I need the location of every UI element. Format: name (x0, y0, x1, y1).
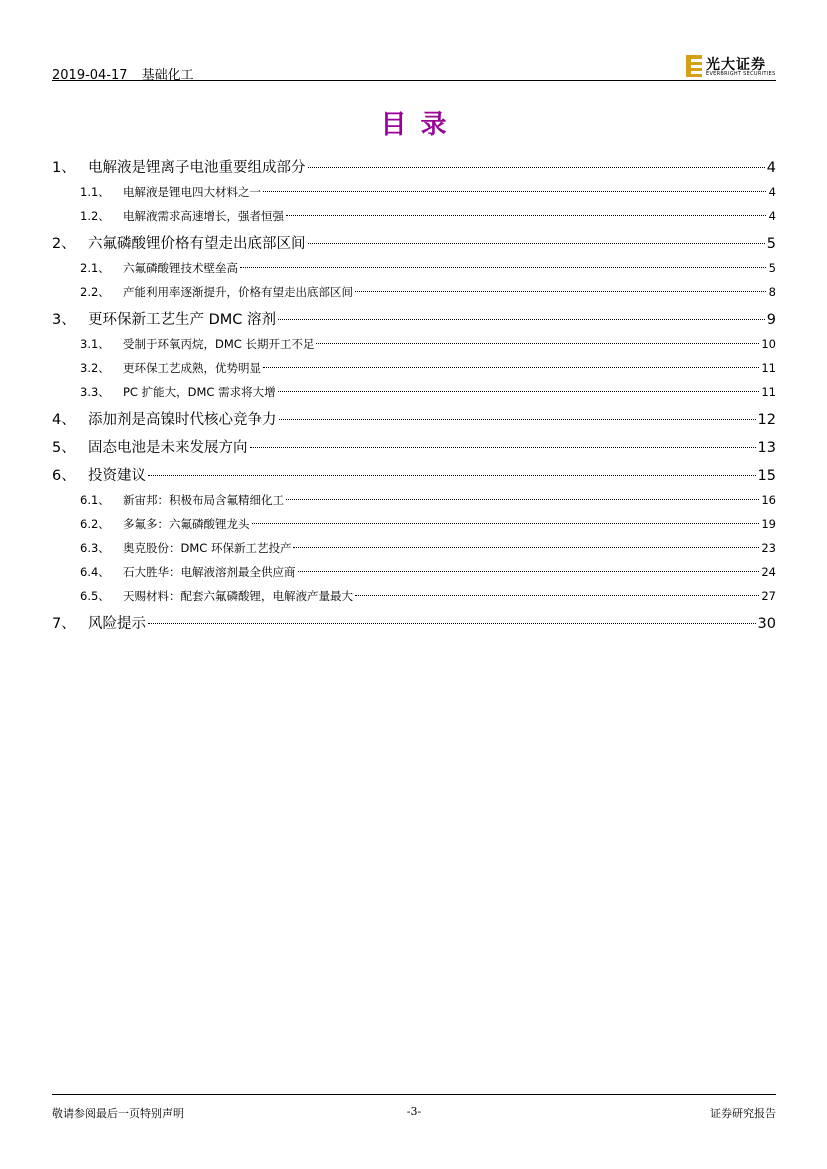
toc-entry-title: 天赐材料：配套六氟磷酸锂，电解液产量最大 (123, 589, 353, 603)
toc-entry-title: 六氟磷酸锂技术壁垒高 (123, 261, 238, 275)
toc-entry-title: 电解液需求高速增长，强者恒强 (123, 209, 284, 223)
toc-entry-number: 7、 (52, 616, 76, 632)
toc-dot-leader (278, 391, 760, 392)
toc-entry-page: 11 (761, 361, 776, 375)
page-header (52, 52, 776, 81)
toc-dot-leader (148, 475, 756, 476)
toc-dot-leader (250, 447, 756, 448)
everbright-logo (686, 53, 776, 79)
toc-entry-title: 风险提示 (88, 616, 146, 632)
toc-entry-page: 5 (768, 261, 776, 275)
toc-entry-page: 4 (768, 185, 776, 199)
toc-entry-page: 4 (766, 160, 776, 176)
page-footer (52, 1094, 776, 1125)
toc-dot-leader (293, 547, 759, 548)
toc-dot-leader (308, 243, 765, 244)
toc-entry[interactable] (52, 382, 776, 403)
toc-entry-number: 6.1、 (80, 493, 110, 507)
toc-dot-leader (148, 623, 756, 624)
toc-entry-page: 5 (766, 236, 776, 252)
toc-entry-number: 3、 (52, 312, 76, 328)
toc-entry-title: 新宙邦：积极布局含氟精细化工 (123, 493, 284, 507)
toc-entry-title: 投资建议 (88, 468, 146, 484)
toc-entry-number: 3.1、 (80, 337, 110, 351)
toc-entry-title: 产能利用率逐渐提升，价格有望走出底部区间 (123, 285, 353, 299)
toc-dot-leader (240, 267, 766, 268)
toc-entry-title: 多氟多：六氟磷酸锂龙头 (123, 517, 250, 531)
toc-entry[interactable] (52, 157, 776, 179)
toc-entry-number: 1.1、 (80, 185, 110, 199)
toc-entry-page: 4 (768, 209, 776, 223)
toc-title: 目录 (380, 110, 461, 140)
toc-entry-title: 固态电池是未来发展方向 (88, 440, 248, 456)
toc-entry-number: 6.4、 (80, 565, 110, 579)
toc-entry-page: 13 (757, 440, 776, 456)
toc-entry-number: 1.2、 (80, 209, 110, 223)
toc-entry-page: 9 (766, 312, 776, 328)
toc-entry[interactable] (52, 562, 776, 583)
toc-entry-title: 六氟磷酸锂价格有望走出底部区间 (88, 236, 306, 252)
toc-entry-page: 8 (768, 285, 776, 299)
toc-entry-number: 6.3、 (80, 541, 110, 555)
toc-entry-page: 19 (761, 517, 776, 531)
toc-entry-title: 奥克股份：DMC 环保新工艺投产 (123, 541, 292, 555)
toc-entry[interactable] (52, 409, 776, 431)
toc-dot-leader (298, 571, 760, 572)
toc-entry-title: 电解液是锂离子电池重要组成部分 (88, 160, 306, 176)
toc-dot-leader (355, 595, 759, 596)
header-info (52, 64, 194, 83)
toc-entry-title: 电解液是锂电四大材料之一 (123, 185, 261, 199)
toc-entry-number: 5、 (52, 440, 76, 456)
report-type: 证券研究报告 (710, 1107, 776, 1120)
disclaimer-note: 敬请参阅最后一页特别声明 (52, 1107, 184, 1120)
toc-entry[interactable] (52, 490, 776, 511)
report-sector: 基础化工 (141, 68, 194, 83)
toc-entry-page: 11 (761, 385, 776, 399)
toc-entry[interactable] (52, 358, 776, 379)
toc-dot-leader (278, 319, 765, 320)
report-date: 2019-04-17 (52, 68, 128, 83)
toc-dot-leader (355, 291, 766, 292)
toc-entry-page: 16 (761, 493, 776, 507)
toc-entry-page: 30 (757, 616, 776, 632)
toc-entry[interactable] (52, 206, 776, 227)
toc-dot-leader (279, 419, 756, 420)
toc-dot-leader (252, 523, 760, 524)
toc-entry-title: 更环保工艺成熟，优势明显 (123, 361, 261, 375)
toc-entry-page: 12 (757, 412, 776, 428)
toc-entry[interactable] (52, 334, 776, 355)
toc-dot-leader (263, 191, 766, 192)
logo-subtitle: EVERBRIGHT SECURITIES (706, 71, 776, 77)
toc-entry-title: 更环保新工艺生产 DMC 溶剂 (88, 312, 277, 328)
toc-dot-leader (308, 167, 765, 168)
toc-entry-page: 23 (761, 541, 776, 555)
toc-entry[interactable] (52, 182, 776, 203)
toc-dot-leader (286, 499, 759, 500)
logo-name: 光大证券 (706, 57, 766, 73)
toc-entry[interactable] (52, 613, 776, 635)
toc-dot-leader (316, 343, 759, 344)
toc-entry[interactable] (52, 437, 776, 459)
toc-entry-number: 2、 (52, 236, 76, 252)
table-of-contents (52, 157, 776, 635)
toc-entry-title: 添加剂是高镍时代核心竞争力 (88, 412, 277, 428)
toc-entry-number: 3.3、 (80, 385, 110, 399)
toc-entry-number: 6.5、 (80, 589, 110, 603)
toc-dot-leader (263, 367, 759, 368)
page-number: -3- (406, 1105, 422, 1118)
toc-entry-number: 2.2、 (80, 285, 110, 299)
toc-entry-number: 1、 (52, 160, 76, 176)
toc-entry-page: 10 (761, 337, 776, 351)
toc-entry[interactable] (52, 514, 776, 535)
toc-entry[interactable] (52, 282, 776, 303)
toc-entry[interactable] (52, 538, 776, 559)
toc-entry[interactable] (52, 233, 776, 255)
toc-entry-title: 受制于环氧丙烷，DMC 长期开工不足 (123, 337, 315, 351)
toc-entry[interactable] (52, 309, 776, 331)
toc-entry-page: 24 (761, 565, 776, 579)
toc-entry[interactable] (52, 586, 776, 607)
toc-entry-number: 6.2、 (80, 517, 110, 531)
toc-entry-title: 石大胜华：电解液溶剂最全供应商 (123, 565, 296, 579)
toc-entry[interactable] (52, 258, 776, 279)
toc-entry[interactable] (52, 465, 776, 487)
toc-entry-number: 3.2、 (80, 361, 110, 375)
toc-entry-number: 4、 (52, 412, 76, 428)
toc-entry-number: 2.1、 (80, 261, 110, 275)
toc-entry-page: 15 (757, 468, 776, 484)
everbright-logo-icon (686, 55, 702, 77)
toc-entry-title: PC 扩能大，DMC 需求将大增 (123, 385, 276, 399)
toc-entry-page: 27 (761, 589, 776, 603)
toc-entry-number: 6、 (52, 468, 76, 484)
toc-dot-leader (286, 215, 766, 216)
